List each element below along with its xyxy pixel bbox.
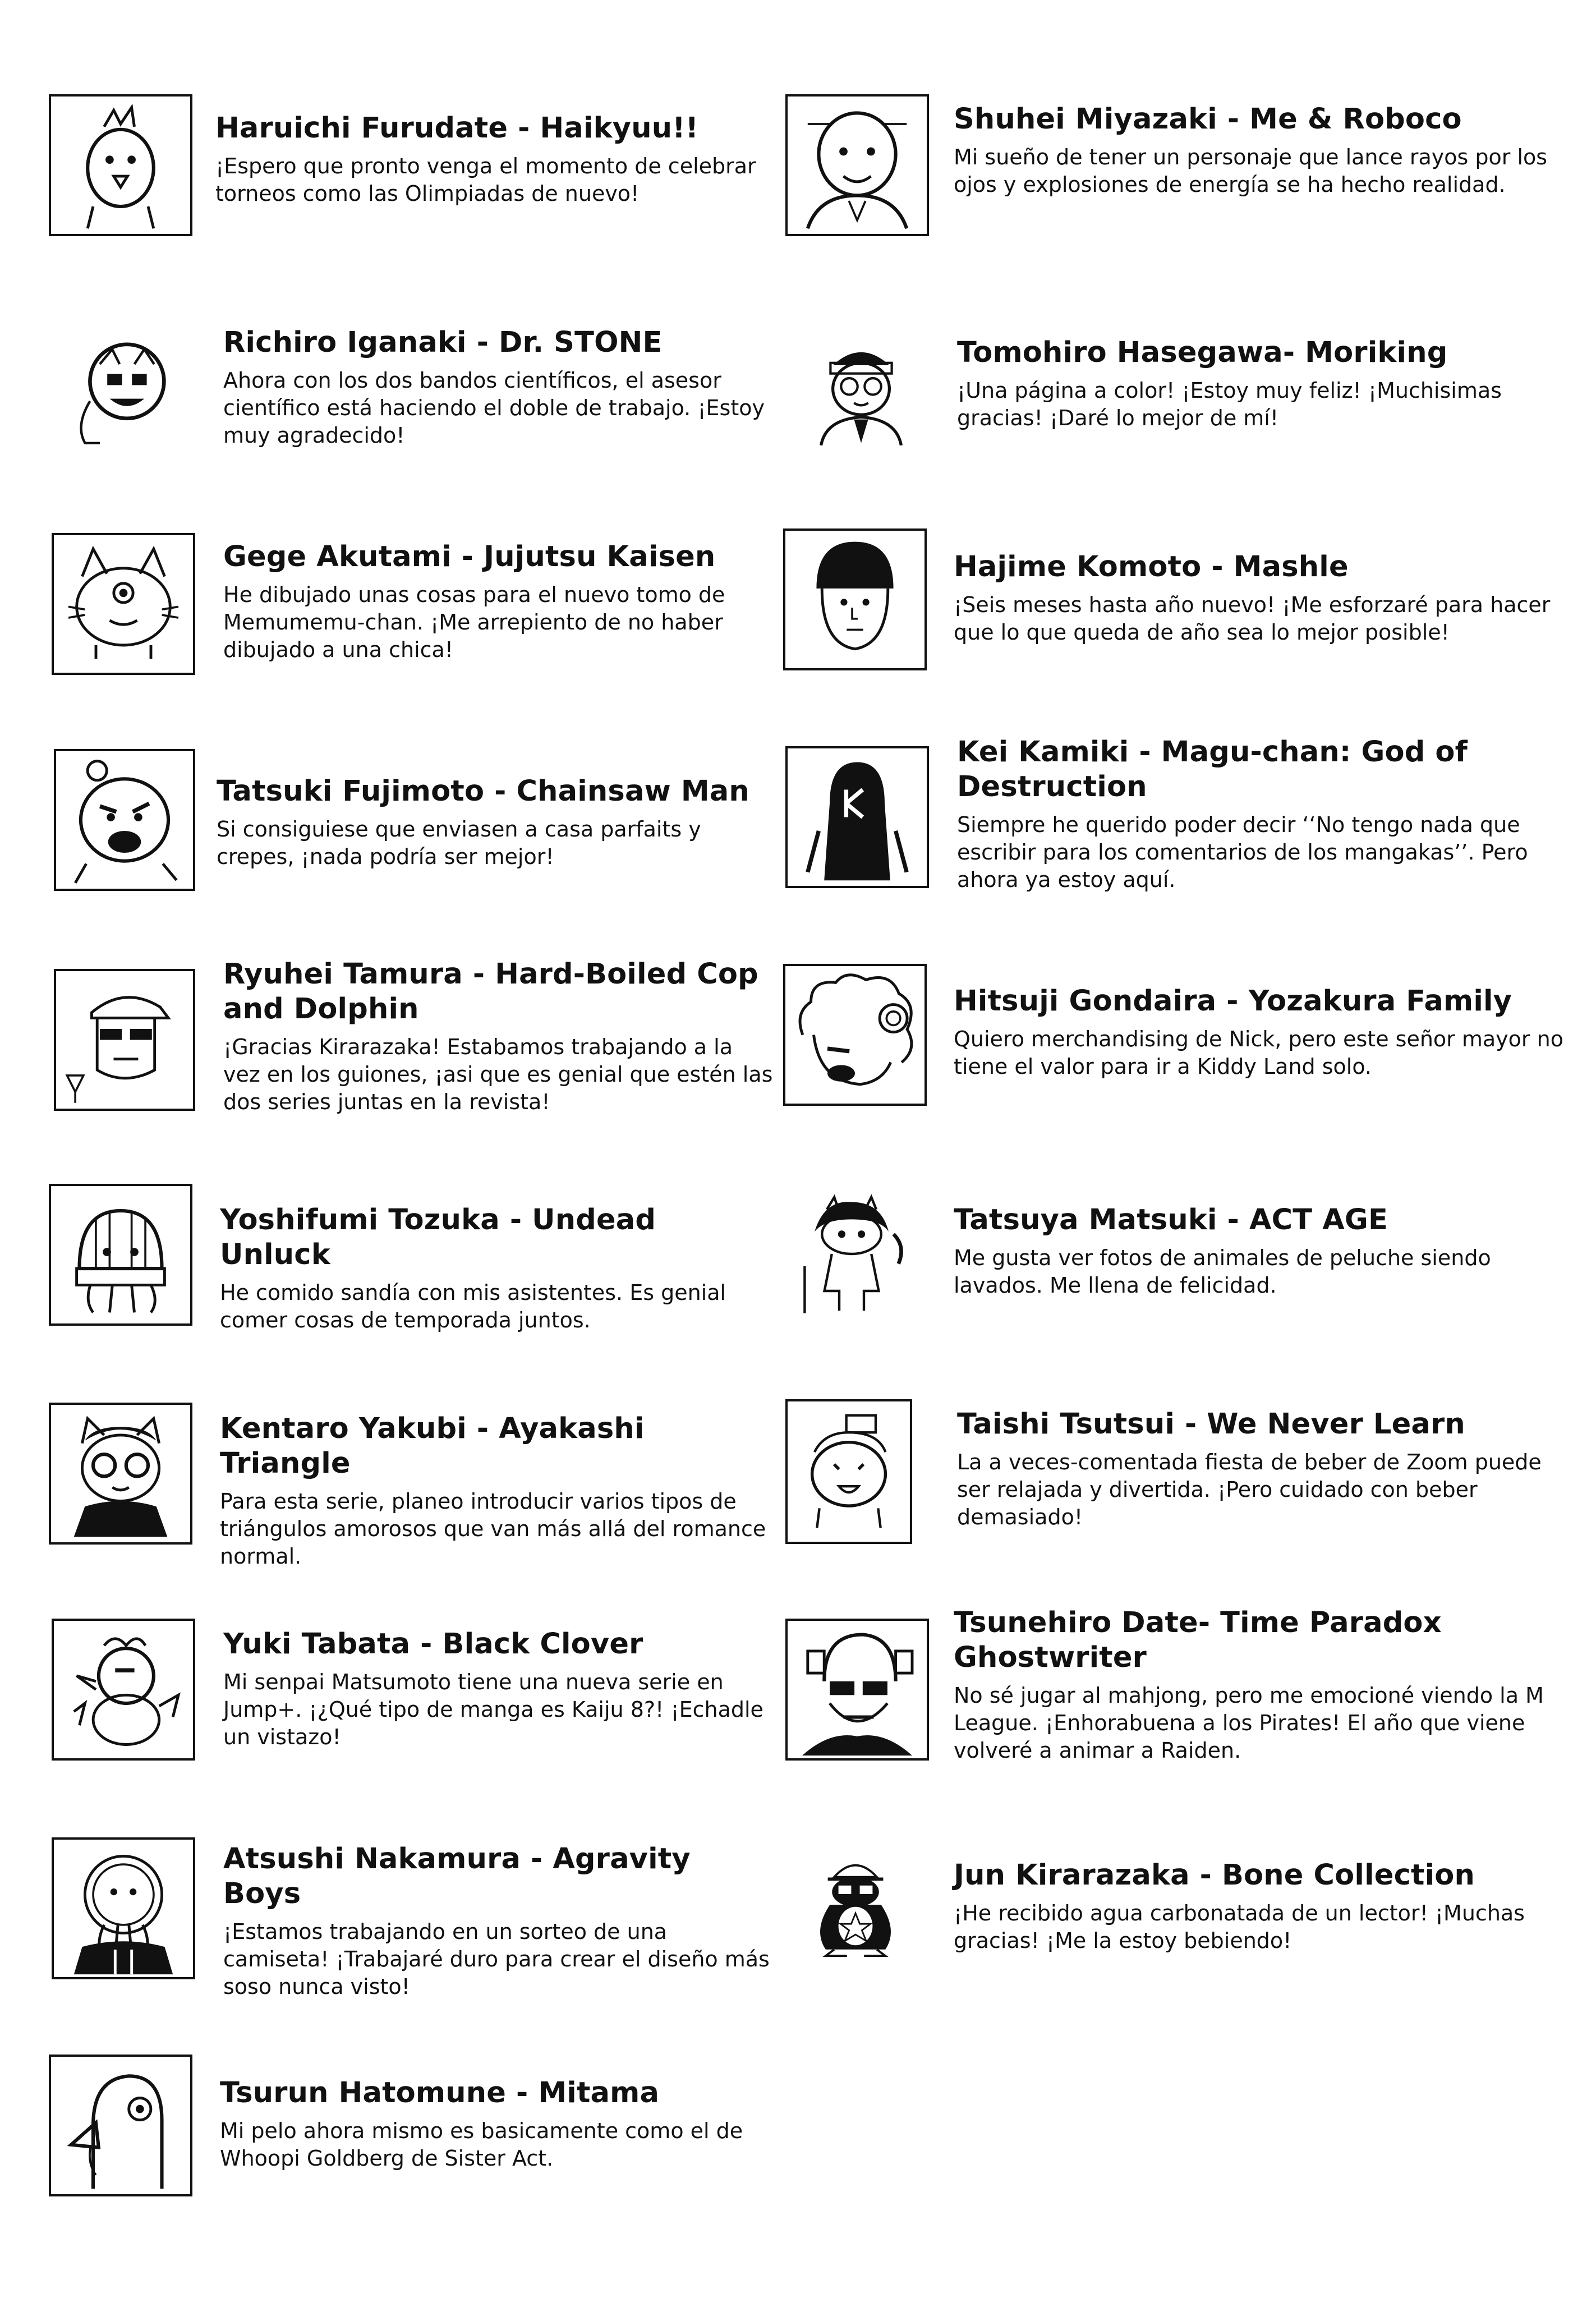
round-mascot-icon [54,749,195,891]
author-comment: Mi sueño de tener un personaje que lance rayos por los ojos y explosiones de energía se ha hecho realidad. [954,145,1548,197]
author-comment: ¡Una página a color! ¡Estoy muy feliz! ¡Muchisimas gracias! ¡Daré lo mejor de mí! [957,378,1502,430]
author-comment: He comido sandía con mis asistentes. Es genial comer cosas de temporada juntos. [220,1280,726,1332]
glasses-cat-icon [49,1403,192,1545]
author-comment: He dibujado unas cosas para el nuevo tomo de Memumemu-chan. ¡Me arrepiento de no haber dibujado a una chica! [223,582,725,662]
small-bird-icon [52,1619,195,1761]
hat-boy-icon [785,1399,912,1544]
author-name: Hajime Komoto - Mashle [954,550,1349,583]
author-name: Atsushi Nakamura - Agravity Boys [223,1842,691,1910]
author-comment: Para esta serie, planeo introducir varios tipos de triángulos amorosos que van más allá del romance normal. [220,1489,766,1569]
author-comment: Si consiguiese que enviasen a casa parfaits y crepes, ¡nada podría ser mejor! [217,817,701,869]
author-name: Yuki Tabata - Black Clover [223,1628,643,1661]
striped-jellyfish-icon [49,1184,192,1326]
bald-man-icon [785,94,929,236]
author-name: Kentaro Yakubi - Ayakashi Triangle [220,1412,645,1480]
masked-goggles-icon [60,327,189,451]
author-comment: No sé jugar al mahjong, pero me emocioné viendo la M League. ¡Enhorabuena a los Pirates! El año que viene volveré a animar a Raiden. [954,1683,1544,1763]
author-comment: Mi pelo ahora mismo es basicamente como el de Whoopi Goldberg de Sister Act. [220,2118,743,2171]
author-name: Gege Akutami - Jujutsu Kaisen [223,540,716,573]
bird-chick-icon [49,94,192,236]
cap-sunglasses-man-icon [54,969,195,1111]
author-comment: Mi senpai Matsumoto tiene una nueva serie en Jump+. ¡¿Qué tipo de manga es Kaiju 8?! ¡Echadle un vistazo! [223,1670,763,1749]
author-name: Hitsuji Gondaira - Yozakura Family [954,985,1512,1018]
curly-sheep-icon [783,964,927,1106]
mushroom-hair-icon [783,528,927,670]
author-name: Tsurun Hatomune - Mitama [220,2076,660,2109]
author-name: Tsunehiro Date- Time Paradox Ghostwriter [954,1606,1442,1674]
author-name: Ryuhei Tamura - Hard-Boiled Cop and Dolphin [223,958,758,1026]
author-name: Tatsuya Matsuki - ACT AGE [954,1203,1388,1237]
author-comment: ¡Seis meses hasta año nuevo! ¡Me esforzaré para hacer que lo que queda de año sea lo mejor posible! [954,592,1551,645]
dark-hooded-figure-icon [785,746,929,888]
author-name: Taishi Tsutsui - We Never Learn [957,1408,1465,1441]
author-comment: Siempre he querido poder decir ‘‘No tengo nada que escribir para los comentarios de los mangakas’’. Pero ahora ya estoy aquí. [957,812,1528,892]
bald-glasses-man-icon [785,1619,929,1761]
author-comment: ¡He recibido agua carbonatada de un lector! ¡Muchas gracias! ¡Me la estoy bebiendo! [954,1901,1525,1953]
author-name: Jun Kirarazaka - Bone Collection [954,1859,1475,1892]
author-name: Yoshifumi Tozuka - Undead Unluck [220,1203,656,1271]
author-comment: ¡Estamos trabajando en un sorteo de una camiseta! ¡Trabajaré duro para crear el diseño más soso nunca visto! [223,1919,770,1999]
author-comment: La a veces-comentada fiesta de beber de Zoom puede ser relajada y divertida. ¡Pero cuidado con beber demasiado! [957,1450,1542,1529]
author-comment: Me gusta ver fotos de animales de peluche siendo lavados. Me llena de felicidad. [954,1245,1491,1298]
author-comment: ¡Gracias Kirarazaka! Estabamos trabajando a la vez en los guiones, ¡asi que es genial que estén las dos series juntas en la revista! [223,1035,773,1114]
headband-boy-icon [802,324,920,453]
cat-creature-icon [52,533,195,675]
author-name: Kei Kamiki - Magu-chan: God of Destruction [957,736,1468,803]
octopus-head-icon [52,1837,195,1979]
horned-chibi-icon [790,1178,913,1330]
penguin-icon [802,1840,909,1969]
author-name: Tatsuki Fujimoto - Chainsaw Man [217,775,749,808]
author-name: Richiro Iganaki - Dr. STONE [223,326,663,359]
pigeon-head-icon [49,2055,192,2196]
author-name: Shuhei Miyazaki - Me & Roboco [954,103,1462,136]
author-name: Tomohiro Hasegawa- Moriking [957,336,1448,369]
author-comment: Ahora con los dos bandos científicos, el asesor científico está haciendo el doble de trabajo. ¡Estoy muy agradecido! [223,368,765,448]
author-comment: ¡Espero que pronto venga el momento de celebrar torneos como las Olimpiadas de nuevo! [215,154,756,206]
author-comment: Quiero merchandising de Nick, pero este señor mayor no tiene el valor para ir a Kiddy Land solo. [954,1027,1563,1079]
author-name: Haruichi Furudate - Haikyuu!! [215,112,699,145]
